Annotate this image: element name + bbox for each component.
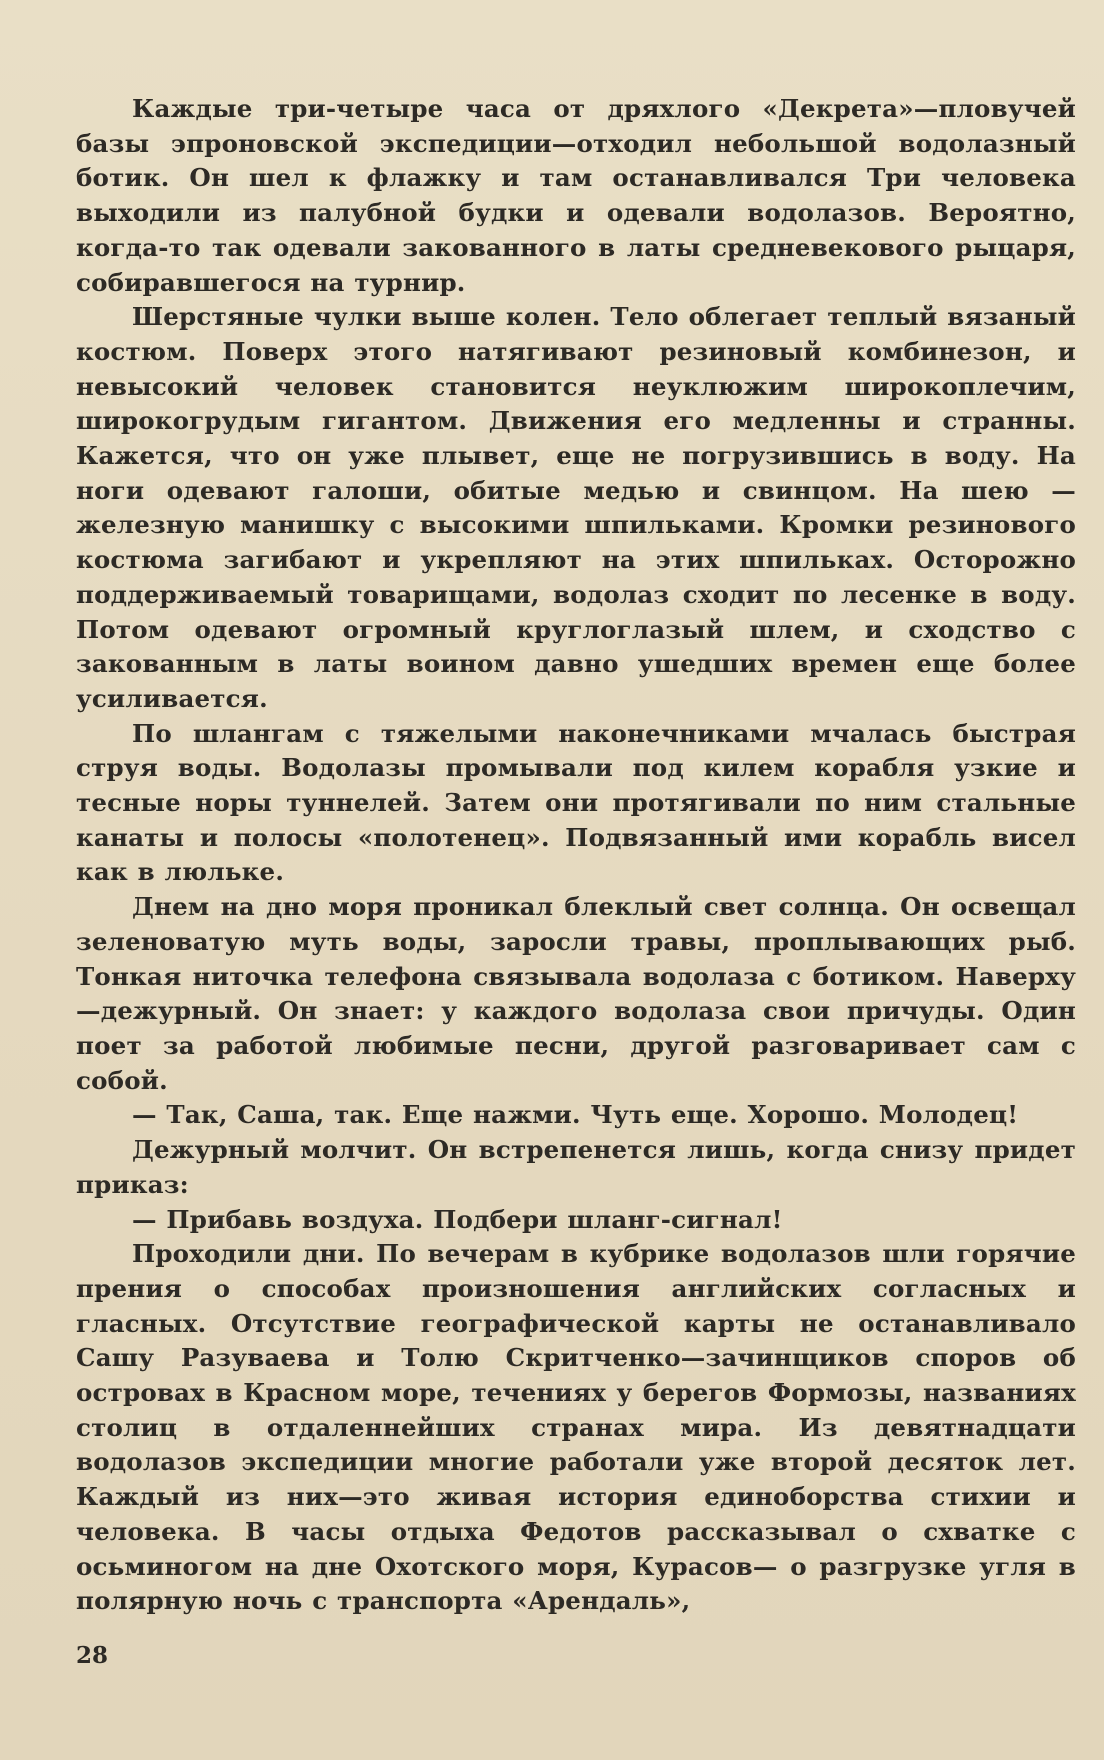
dialog-line: — Так, Саша, так. Еще нажми. Чуть еще. Хорошо. Молодец! xyxy=(132,1100,1019,1130)
paragraph: Дежурный молчит. Он встрепенется лишь, когда снизу придет приказ: xyxy=(76,1135,1076,1199)
body-text xyxy=(76,92,1076,1619)
paragraph: Шерстяные чулки выше колен. Тело облегает теплый вязаный костюм. Поверх этого натягивают резиновый комбинезон, и невысокий человек становится неуклюжим широкоплечим, широкогрудым гигантом. Движения его медленны и странны. Кажется, что он уже плывет, еще не погрузившись в воду. На ноги одевают галоши, обитые медью и свинцом. На шею — железную манишку с высокими шпильками. Кромки резинового костюма загибают и укрепляют на этих шпильках. Осторожно поддерживаемый товарищами, водолаз сходит по лесенке в воду. Потом одевают огромный круглоглазый шлем, и сходство с закованным в латы воином давно ушедших времен еще более усиливается. xyxy=(76,302,1076,713)
paragraph: Проходили дни. По вечерам в кубрике водолазов шли горячие прения о способах произношения английских согласных и гласных. Отсутствие географической карты не останавливало Сашу Разуваева и Толю Скритченко—зачинщиков споров об островах в Красном море, течениях у берегов Формозы, названиях столиц в отдаленнейших странах мира. Из девятнадцати водолазов экспедиции многие работали уже второй десяток лет. Каждый из них—это живая история единоборства стихии и человека. В часы отдыха Федотов рассказывал о схватке с осьминогом на дне Охотского моря, Курасов— о разгрузке угля в полярную ночь с транспорта «Арендаль», xyxy=(76,1239,1076,1616)
paragraph: Днем на дно моря проникал блеклый свет солнца. Он освещал зеленоватую муть воды, заросли травы, проплывающих рыб. Тонкая ниточка телефона связывала водолаза с ботиком. Наверху—дежурный. Он знает: у каждого водолаза свои причуды. Один поет за работой любимые песни, другой разговаривает сам с собой. xyxy=(76,892,1076,1095)
dialog-line: — Прибавь воздуха. Подбери шланг-сигнал! xyxy=(132,1204,783,1234)
paragraph: Каждые три-четыре часа от дряхлого «Декрета»—пловучей базы эпроновской экспедиции—отходил небольшой водолазный ботик. Он шел к флажку и там останавливался Три человека выходили из палубной будки и одевали водолазов. Вероятно, когда-то так одевали закованного в латы средневекового рыцаря, собиравшегося на турнир. xyxy=(76,94,1076,297)
page-number: 28 xyxy=(76,1642,109,1669)
paragraph: По шлангам с тяжелыми наконечниками мчалась быстрая струя воды. Водолазы промывали под килем корабля узкие и тесные норы туннелей. Затем они протягивали по ним стальные канаты и полосы «полотенец». Подвязанный ими корабль висел как в люльке. xyxy=(76,718,1076,887)
